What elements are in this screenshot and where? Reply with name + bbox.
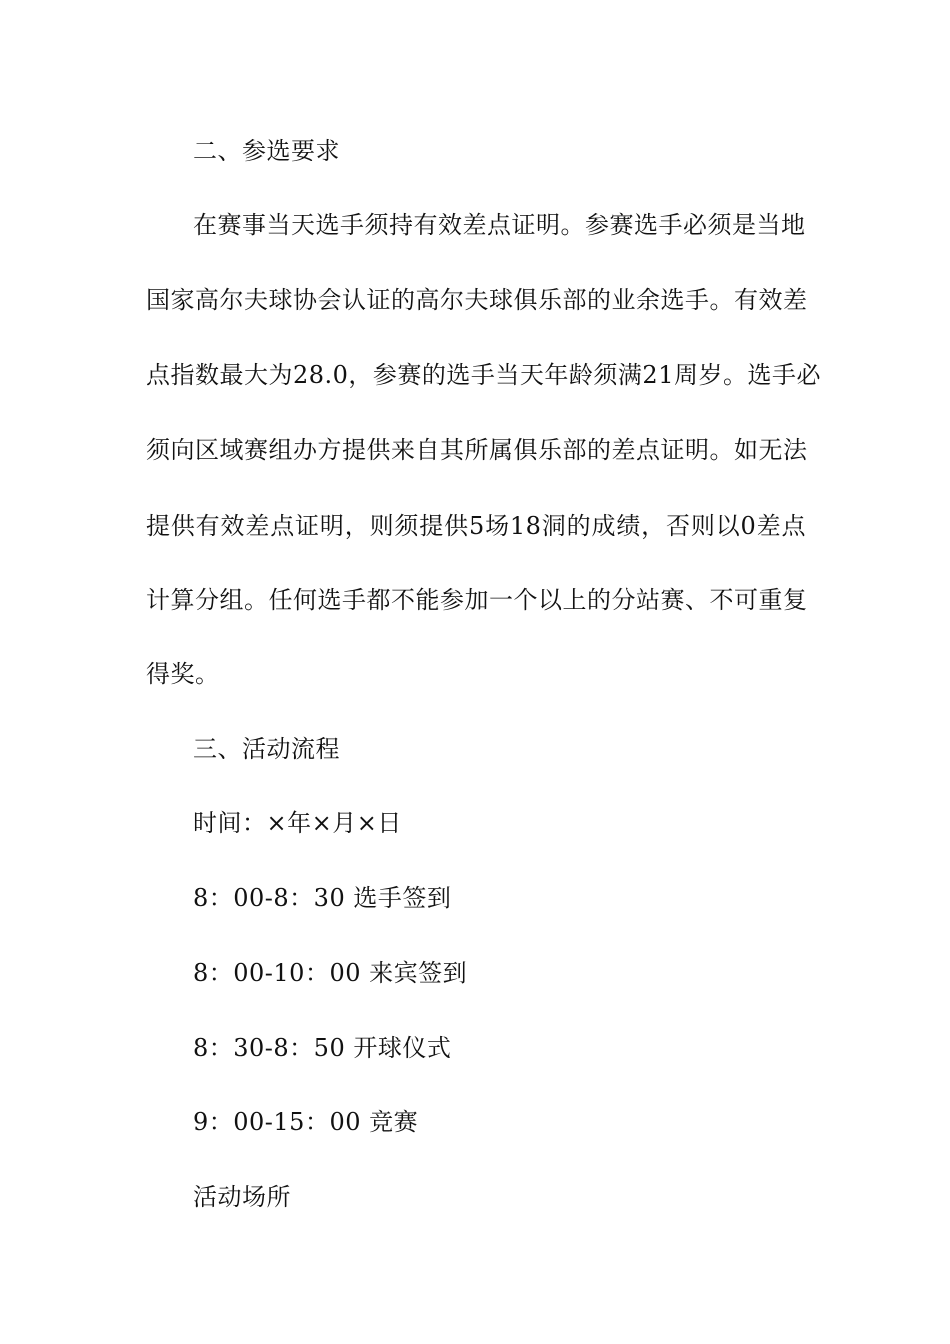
paragraph-line: 须向区域赛组办方提供来自其所属俱乐部的差点证明。如无法: [146, 436, 808, 464]
paragraph-line: 提供有效差点证明，则须提供5场18洞的成绩，否则以0差点: [146, 512, 806, 540]
schedule-item: 8：30-8：50 开球仪式: [193, 1034, 452, 1062]
section-3-heading: 三、活动流程: [193, 735, 340, 763]
schedule-item: 9：00-15：00 竞赛: [193, 1108, 419, 1136]
event-date-line: 时间：×年×月×日: [193, 809, 402, 837]
paragraph-line: 在赛事当天选手须持有效差点证明。参赛选手必须是当地: [193, 211, 806, 239]
section-2-heading: 二、参选要求: [193, 137, 340, 165]
paragraph-line: 得奖。: [146, 660, 220, 688]
schedule-item: 8：00-10：00 来宾签到: [193, 959, 468, 987]
paragraph-line: 国家高尔夫球协会认证的高尔夫球俱乐部的业余选手。有效差: [146, 286, 808, 314]
schedule-item: 8：00-8：30 选手签到: [193, 884, 452, 912]
paragraph-line: 计算分组。任何选手都不能参加一个以上的分站赛、不可重复: [146, 586, 808, 614]
venue-label: 活动场所: [193, 1183, 291, 1211]
paragraph-line: 点指数最大为28.0，参赛的选手当天年龄须满21周岁。选手必: [146, 361, 821, 389]
